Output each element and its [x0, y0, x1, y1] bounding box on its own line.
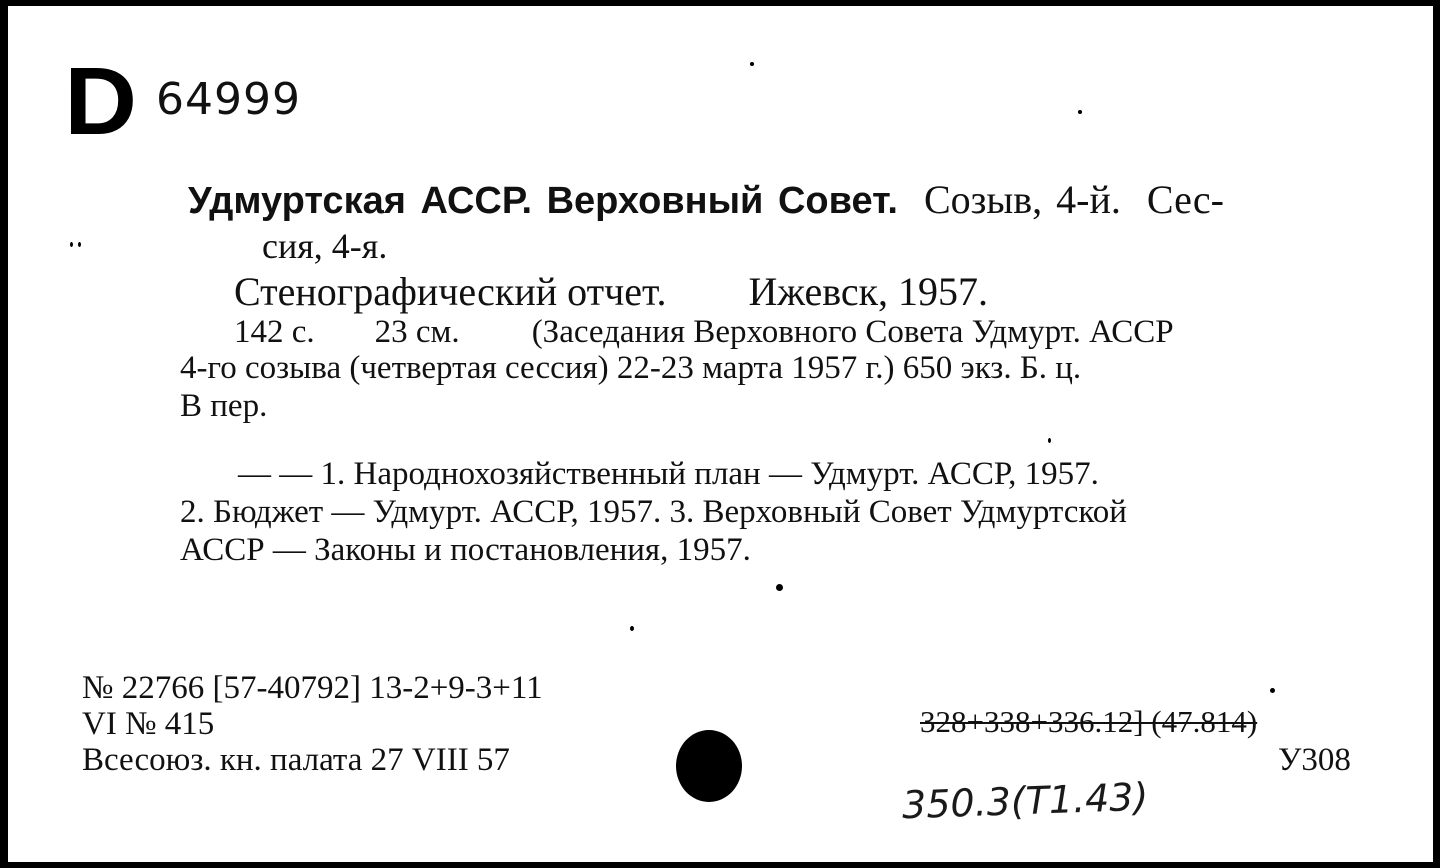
entry-convocation: Созыв, 4-й. [923, 177, 1121, 222]
registration-number: № 22766 [57-40792] 13-2+9-3+11 [82, 670, 543, 706]
chamber-date: Всесоюз. кн. палата 27 VIII 57 [82, 742, 510, 778]
entry-place-year: Ижевск, 1957. [748, 269, 989, 314]
ink-speck [776, 584, 783, 591]
entry-author: Удмуртская АССР. Верховный Совет. [188, 180, 898, 222]
ink-speck [1078, 110, 1082, 114]
entry-session-end: сия, 4-я. [262, 226, 388, 266]
entry-title: Стенографический отчет. [234, 269, 667, 314]
subjects-line-2: 2. Бюджет — Удмурт. АССР, 1957. 3. Верховный Совет Удмуртской [180, 494, 1127, 530]
catalog-number: 64999 [156, 74, 301, 125]
description-line-1 [234, 316, 1174, 349]
description-series: (Заседания Верховного Совета Удмурт. АССР [531, 314, 1174, 350]
description-line-3: В пер. [180, 388, 268, 424]
entry-title-line [234, 269, 989, 314]
handwritten-note: 350.3(Т1.43) [901, 774, 1149, 828]
ink-speck [630, 626, 634, 631]
ink-speck [1270, 688, 1275, 693]
registration-sub-number: VI № 415 [82, 706, 215, 742]
subjects-line-1: — — 1. Народнохозяйственный план — Удмурт. АССР, 1957. [238, 456, 1099, 492]
description-pages: 142 с. [234, 314, 315, 350]
description-size: 23 см. [374, 314, 460, 350]
ink-speck [78, 242, 81, 247]
entry-session-start: Сес- [1146, 177, 1224, 222]
ink-speck [1048, 438, 1051, 443]
ink-speck [70, 242, 73, 247]
catalog-letter: D [64, 48, 138, 155]
punch-hole [676, 730, 742, 802]
struck-classification: 328+338+336.12] (47.814) [920, 704, 1258, 739]
classification-code: У308 [1278, 742, 1351, 778]
ink-speck [750, 62, 754, 66]
description-line-2: 4-го созыва (четвертая сессия) 22-23 марта 1957 г.) 650 экз. Б. ц. [180, 350, 1082, 386]
entry-heading [188, 177, 1224, 222]
subjects-line-3: АССР — Законы и постановления, 1957. [180, 532, 751, 568]
